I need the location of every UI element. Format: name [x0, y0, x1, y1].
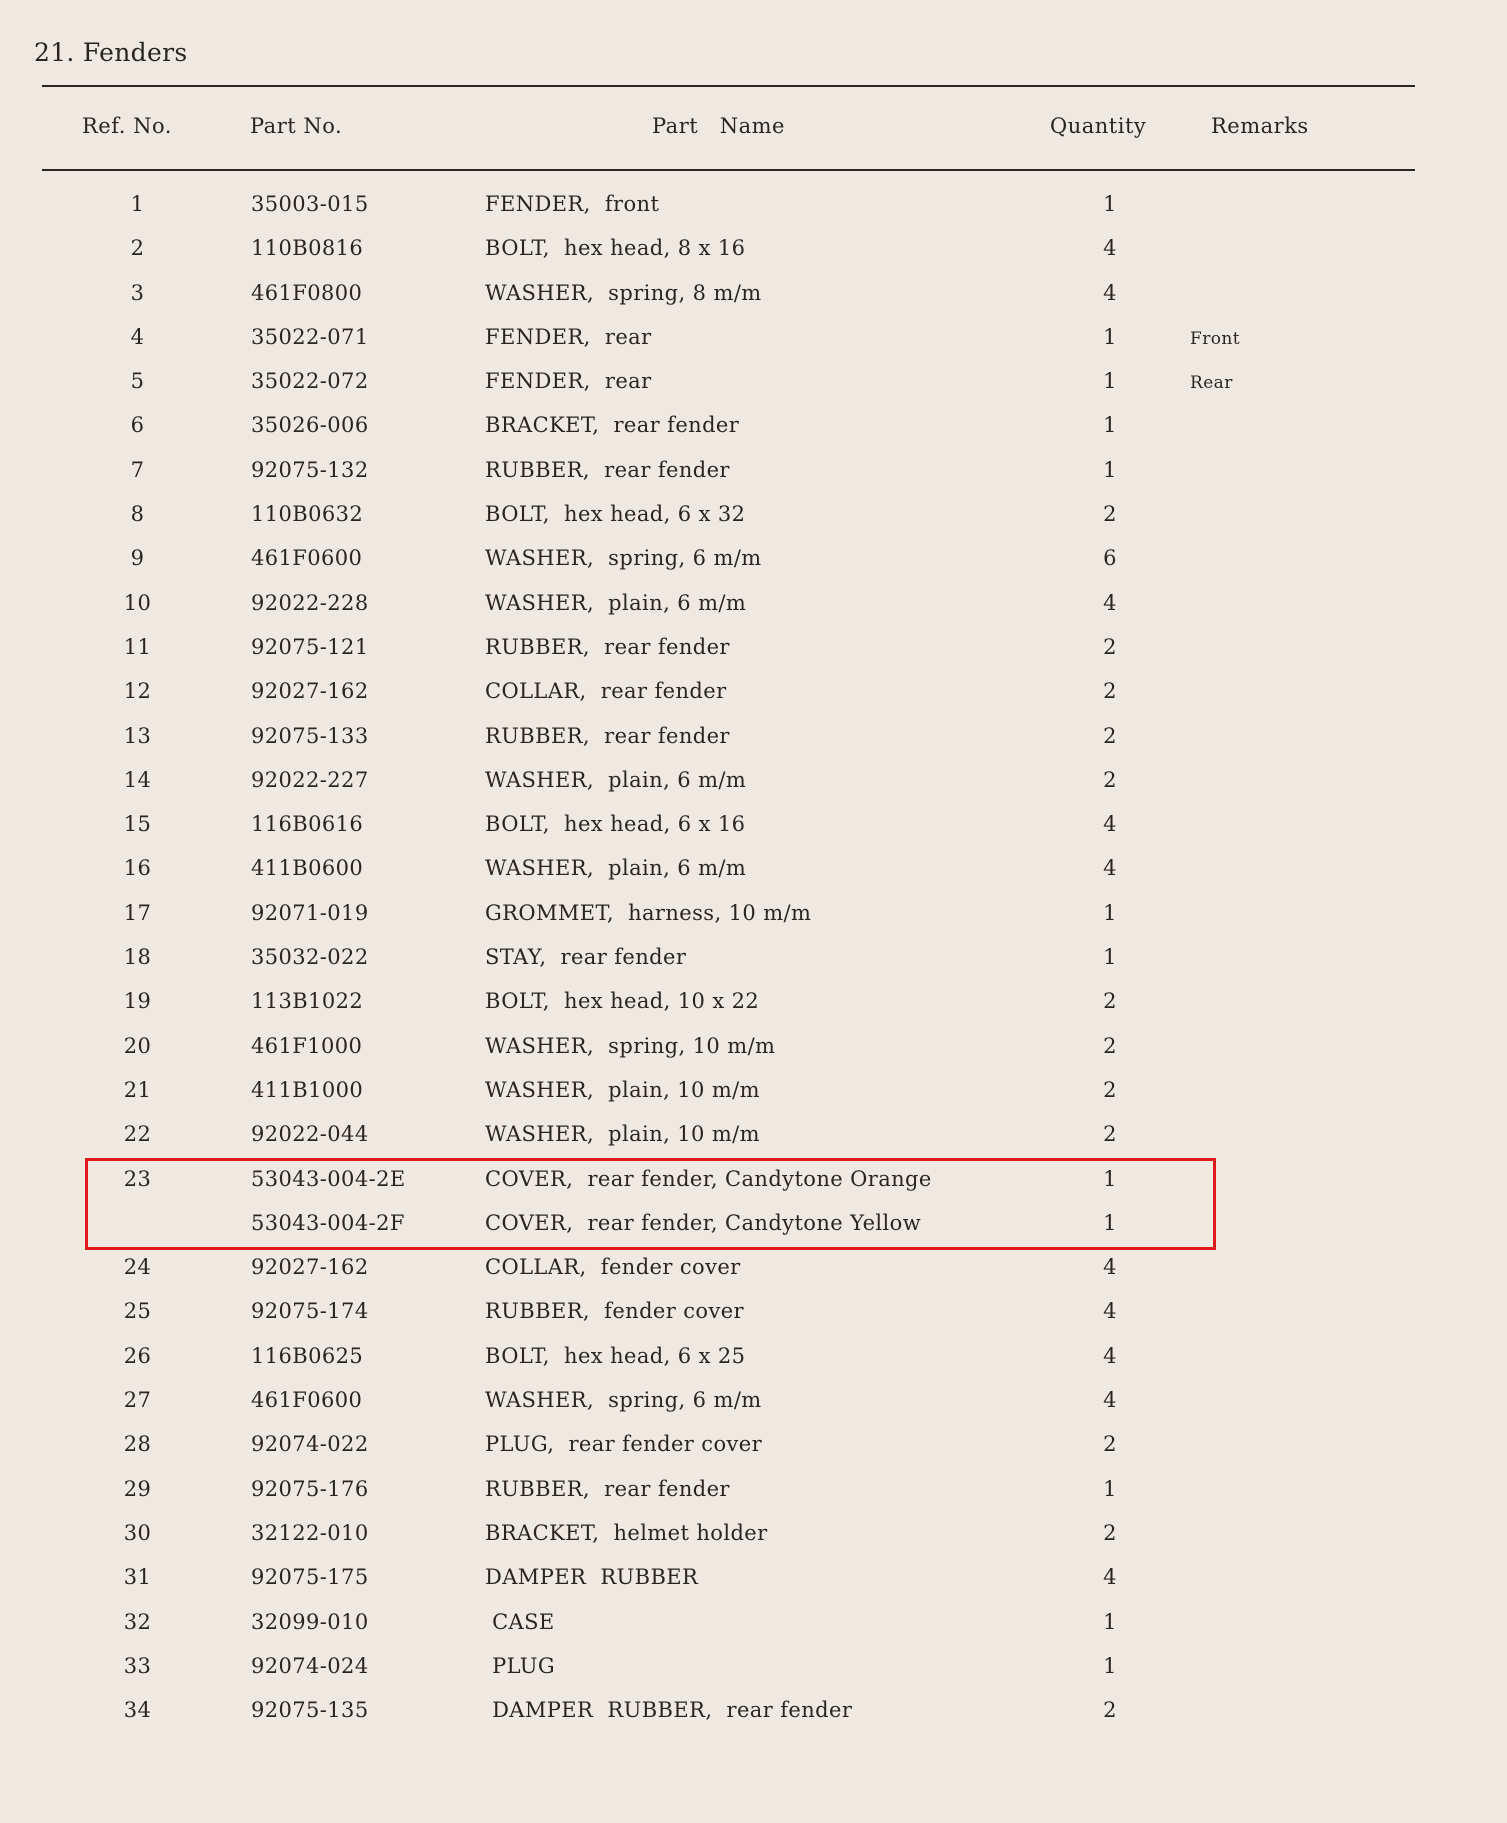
- table-row: [0, 1694, 1507, 1738]
- ref-cell: 20: [123, 1033, 152, 1058]
- part-name-cell: RUBBER, fender cover: [485, 1299, 744, 1324]
- quantity-cell: 1: [1103, 369, 1117, 394]
- part-name-cell: FENDER, front: [485, 192, 660, 216]
- part-no-cell: 53043-004-2E: [251, 1166, 406, 1191]
- ref-cell: 22: [123, 1122, 152, 1147]
- quantity-cell: 2: [1103, 1033, 1117, 1058]
- table-row: [0, 232, 1507, 276]
- part-no-cell: 92071-019: [251, 900, 369, 925]
- ref-cell: 8: [130, 502, 145, 527]
- table-row: [0, 1295, 1507, 1339]
- table-row: [0, 675, 1507, 719]
- part-name-cell: RUBBER, rear fender: [485, 1476, 730, 1501]
- part-no-cell: 92022-227: [251, 767, 369, 792]
- ref-cell: 16: [123, 856, 152, 881]
- part-no-cell: 461F0600: [251, 546, 363, 571]
- header-part-no: Part No.: [250, 114, 343, 138]
- quantity-cell: 4: [1103, 1255, 1117, 1280]
- part-no-cell: 92075-133: [251, 723, 369, 748]
- ref-cell: 17: [123, 900, 152, 925]
- part-no-cell: 92075-176: [251, 1476, 369, 1501]
- part-name-cell: PLUG, rear fender cover: [485, 1432, 763, 1457]
- part-no-cell: 92075-132: [251, 457, 369, 482]
- ref-cell: 31: [123, 1565, 152, 1590]
- part-name-cell: BOLT, hex head, 6 x 16: [485, 812, 746, 837]
- table-row: [0, 1340, 1507, 1384]
- table-row: [0, 1650, 1507, 1694]
- part-name-cell: DAMPER RUBBER, rear fender: [485, 1698, 853, 1723]
- part-name-cell: COLLAR, fender cover: [485, 1255, 741, 1280]
- ref-cell: 13: [123, 723, 152, 748]
- part-name-cell: WASHER, plain, 6 m/m: [485, 856, 747, 881]
- table-row: [0, 1606, 1507, 1650]
- part-name-cell: DAMPER RUBBER: [485, 1565, 699, 1590]
- ref-cell: 32: [123, 1609, 152, 1634]
- part-no-cell: 92075-175: [251, 1565, 369, 1590]
- part-name-cell: RUBBER, rear fender: [485, 457, 730, 482]
- header-part-name: Part Name: [652, 114, 785, 138]
- part-name-cell: WASHER, plain, 10 m/m: [485, 1122, 760, 1147]
- part-no-cell: 35032-022: [251, 945, 369, 970]
- part-name-cell: PLUG: [485, 1653, 556, 1678]
- quantity-cell: 1: [1103, 1609, 1117, 1634]
- part-no-cell: 35003-015: [251, 192, 369, 216]
- quantity-cell: 1: [1103, 324, 1117, 349]
- quantity-cell: 4: [1103, 1388, 1117, 1413]
- table-row: [0, 1074, 1507, 1118]
- remarks-cell: Rear: [1190, 373, 1233, 394]
- part-name-cell: CASE: [485, 1609, 555, 1634]
- ref-cell: 34: [123, 1698, 152, 1723]
- table-row: [0, 1384, 1507, 1428]
- ref-cell: 14: [123, 767, 152, 792]
- part-no-cell: 116B0616: [251, 812, 364, 837]
- table-row: [0, 985, 1507, 1029]
- part-name-cell: COVER, rear fender, Candytone Yellow: [485, 1210, 922, 1235]
- part-no-cell: 92027-162: [251, 1255, 369, 1280]
- part-no-cell: 92075-135: [251, 1698, 369, 1723]
- part-name-cell: FENDER, rear: [485, 369, 652, 394]
- quantity-cell: 1: [1103, 413, 1117, 438]
- ref-cell: 11: [123, 634, 152, 659]
- part-no-cell: 53043-004-2F: [251, 1210, 405, 1235]
- ref-cell: 33: [123, 1653, 152, 1678]
- part-name-cell: BRACKET, rear fender: [485, 413, 740, 438]
- table-row: [0, 631, 1507, 675]
- table-row: [0, 277, 1507, 321]
- part-name-cell: WASHER, spring, 6 m/m: [485, 546, 762, 571]
- quantity-cell: 1: [1103, 1210, 1117, 1235]
- part-name-cell: RUBBER, rear fender: [485, 723, 730, 748]
- ref-cell: 2: [130, 236, 145, 261]
- part-name-cell: BRACKET, helmet holder: [485, 1520, 768, 1545]
- quantity-cell: 4: [1103, 1565, 1117, 1590]
- quantity-cell: 6: [1103, 546, 1117, 571]
- part-no-cell: 110B0632: [251, 502, 364, 527]
- part-name-cell: FENDER, rear: [485, 324, 652, 349]
- ref-cell: 1: [130, 192, 145, 216]
- part-name-cell: WASHER, plain, 6 m/m: [485, 767, 747, 792]
- quantity-cell: 4: [1103, 590, 1117, 615]
- table-row: [0, 1030, 1507, 1074]
- highlight-box: [85, 1158, 1216, 1250]
- part-name-cell: WASHER, spring, 6 m/m: [485, 1388, 762, 1413]
- ref-cell: 18: [123, 945, 152, 970]
- quantity-cell: 4: [1103, 856, 1117, 881]
- part-no-cell: 92074-022: [251, 1432, 369, 1457]
- table-row: [0, 321, 1507, 365]
- header-remarks: Remarks: [1211, 114, 1309, 138]
- table-row: [0, 1473, 1507, 1517]
- part-no-cell: 32122-010: [251, 1520, 369, 1545]
- part-name-cell: BOLT, hex head, 10 x 22: [485, 989, 760, 1014]
- part-name-cell: COLLAR, rear fender: [485, 679, 727, 704]
- table-row: [0, 1118, 1507, 1162]
- ref-cell: 15: [123, 812, 152, 837]
- part-no-cell: 35026-006: [251, 413, 369, 438]
- quantity-cell: 4: [1103, 812, 1117, 837]
- parts-table: [0, 188, 1507, 1738]
- part-name-cell: BOLT, hex head, 6 x 25: [485, 1343, 746, 1368]
- header-bottom-rule: [42, 169, 1415, 171]
- table-row: [0, 542, 1507, 586]
- remarks-cell: Front: [1190, 328, 1240, 349]
- ref-cell: 12: [123, 679, 152, 704]
- ref-cell: 21: [123, 1077, 152, 1102]
- quantity-cell: 4: [1103, 236, 1117, 261]
- quantity-cell: 4: [1103, 1343, 1117, 1368]
- part-name-cell: GROMMET, harness, 10 m/m: [485, 900, 812, 925]
- ref-cell: 29: [123, 1476, 152, 1501]
- part-name-cell: WASHER, spring, 10 m/m: [485, 1033, 776, 1058]
- part-no-cell: 92027-162: [251, 679, 369, 704]
- quantity-cell: 2: [1103, 679, 1117, 704]
- table-row: [0, 365, 1507, 409]
- table-row: [0, 808, 1507, 852]
- ref-cell: 25: [123, 1299, 152, 1324]
- quantity-cell: 1: [1103, 192, 1117, 216]
- part-no-cell: 411B0600: [251, 856, 364, 881]
- quantity-cell: 2: [1103, 989, 1117, 1014]
- table-row: [0, 587, 1507, 631]
- ref-cell: 23: [123, 1166, 152, 1191]
- part-no-cell: 116B0625: [251, 1343, 364, 1368]
- quantity-cell: 2: [1103, 723, 1117, 748]
- part-no-cell: 461F0600: [251, 1388, 363, 1413]
- ref-cell: 27: [123, 1388, 152, 1413]
- table-row: [0, 941, 1507, 985]
- part-no-cell: 110B0816: [251, 236, 364, 261]
- table-row: [0, 1251, 1507, 1295]
- quantity-cell: 2: [1103, 767, 1117, 792]
- part-no-cell: 461F0800: [251, 280, 363, 305]
- part-no-cell: 113B1022: [251, 989, 364, 1014]
- ref-cell: 9: [130, 546, 145, 571]
- part-name-cell: RUBBER, rear fender: [485, 634, 730, 659]
- header-quantity: Quantity: [1050, 114, 1147, 138]
- quantity-cell: 1: [1103, 1166, 1117, 1191]
- part-no-cell: 35022-072: [251, 369, 369, 394]
- table-row: [0, 1561, 1507, 1605]
- ref-cell: 26: [123, 1343, 152, 1368]
- ref-cell: 19: [123, 989, 152, 1014]
- table-row: [0, 409, 1507, 453]
- table-row: [0, 1428, 1507, 1472]
- quantity-cell: 2: [1103, 634, 1117, 659]
- quantity-cell: 1: [1103, 457, 1117, 482]
- part-no-cell: 92075-174: [251, 1299, 369, 1324]
- quantity-cell: 2: [1103, 1520, 1117, 1545]
- quantity-cell: 2: [1103, 1698, 1117, 1723]
- ref-cell: 6: [130, 413, 145, 438]
- ref-cell: 4: [130, 324, 145, 349]
- part-name-cell: STAY, rear fender: [485, 945, 687, 970]
- part-no-cell: 411B1000: [251, 1077, 364, 1102]
- part-no-cell: 92074-024: [251, 1653, 369, 1678]
- quantity-cell: 1: [1103, 1653, 1117, 1678]
- table-row: [0, 852, 1507, 896]
- part-no-cell: 92075-121: [251, 634, 369, 659]
- ref-cell: 30: [123, 1520, 152, 1545]
- ref-cell: 3: [130, 280, 145, 305]
- section-title: 21. Fenders: [34, 38, 188, 67]
- ref-cell: 28: [123, 1432, 152, 1457]
- quantity-cell: 2: [1103, 1432, 1117, 1457]
- ref-cell: 7: [130, 457, 145, 482]
- header-ref-no: Ref. No.: [82, 114, 172, 138]
- quantity-cell: 2: [1103, 502, 1117, 527]
- table-row: [0, 1517, 1507, 1561]
- part-name-cell: COVER, rear fender, Candytone Orange: [485, 1166, 932, 1191]
- part-name-cell: WASHER, plain, 10 m/m: [485, 1077, 760, 1102]
- quantity-cell: 4: [1103, 280, 1117, 305]
- quantity-cell: 1: [1103, 945, 1117, 970]
- table-row: [0, 454, 1507, 498]
- ref-cell: 24: [123, 1255, 152, 1280]
- quantity-cell: 4: [1103, 1299, 1117, 1324]
- table-row: [0, 498, 1507, 542]
- table-row: [0, 764, 1507, 808]
- part-no-cell: 32099-010: [251, 1609, 369, 1634]
- part-name-cell: WASHER, spring, 8 m/m: [485, 280, 762, 305]
- part-no-cell: 461F1000: [251, 1033, 363, 1058]
- part-name-cell: BOLT, hex head, 6 x 32: [485, 502, 746, 527]
- header-top-rule: [42, 85, 1415, 87]
- quantity-cell: 1: [1103, 900, 1117, 925]
- part-no-cell: 92022-044: [251, 1122, 369, 1147]
- part-name-cell: WASHER, plain, 6 m/m: [485, 590, 747, 615]
- quantity-cell: 1: [1103, 1476, 1117, 1501]
- quantity-cell: 2: [1103, 1077, 1117, 1102]
- part-no-cell: 35022-071: [251, 324, 369, 349]
- ref-cell: 5: [130, 369, 145, 394]
- table-row: [0, 188, 1507, 232]
- part-name-cell: BOLT, hex head, 8 x 16: [485, 236, 746, 261]
- table-row: [0, 720, 1507, 764]
- table-row: [0, 897, 1507, 941]
- ref-cell: 10: [123, 590, 152, 615]
- quantity-cell: 2: [1103, 1122, 1117, 1147]
- part-no-cell: 92022-228: [251, 590, 369, 615]
